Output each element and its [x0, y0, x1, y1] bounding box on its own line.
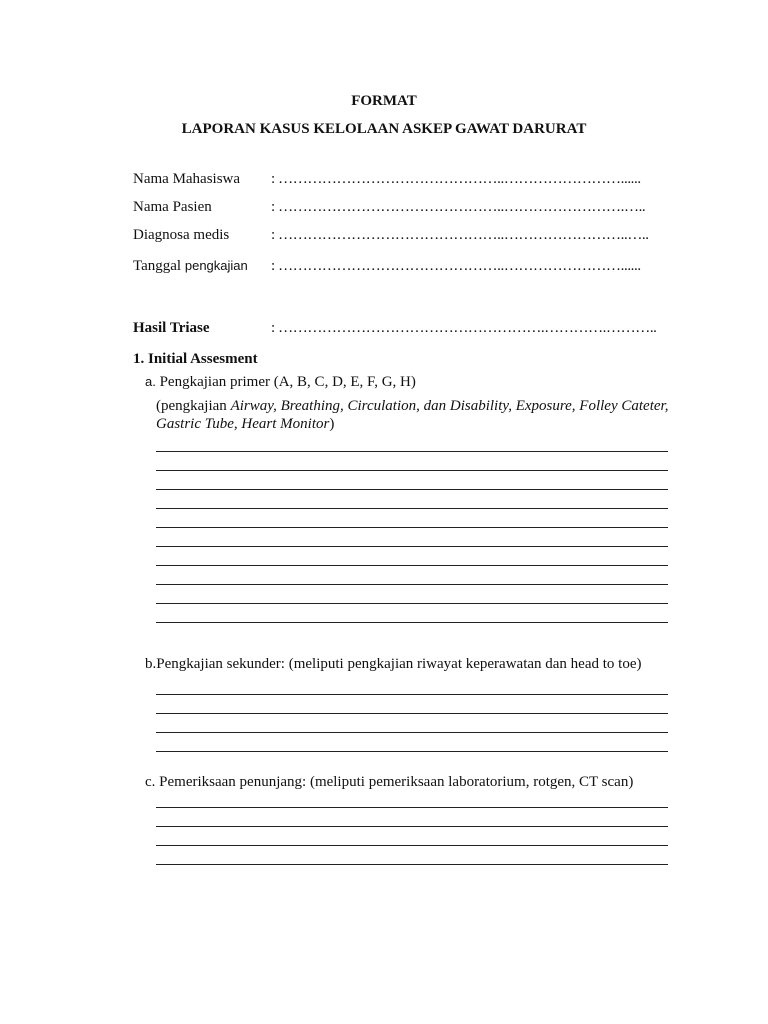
item-a-desc-open: (pengkajian [156, 398, 231, 414]
item-a-description-line1 [156, 398, 668, 415]
field-fill-nama-pasien[interactable]: : ………………………………………..…………………….….. [271, 199, 646, 215]
triase-fill[interactable]: : ……………………………………………….………….……….. [271, 320, 657, 336]
item-a-desc-italic2: Gastric Tube, Heart Monitor [156, 416, 330, 432]
field-label-tanggal-part1: Tanggal [133, 258, 185, 274]
section-heading-initial-assesment: 1. Initial Assesment [133, 351, 258, 367]
field-label-tanggal-part2: pengkajian [184, 258, 248, 273]
item-a-desc-close: ) [329, 416, 335, 432]
answer-line-a-7[interactable] [156, 565, 668, 566]
answer-line-b-4[interactable] [156, 751, 668, 752]
answer-line-a-3[interactable] [156, 489, 668, 490]
answer-line-a-4[interactable] [156, 508, 668, 509]
answer-line-a-9[interactable] [156, 603, 668, 604]
field-fill-tanggal-pengkajian[interactable]: : ………………………………………..……………………...... [271, 258, 641, 274]
document-subtitle: LAPORAN KASUS KELOLAAN ASKEP GAWAT DARURAT [181, 121, 587, 137]
answer-line-a-2[interactable] [156, 470, 668, 471]
triase-label: Hasil Triase [133, 320, 210, 336]
answer-line-a-10[interactable] [156, 622, 668, 623]
answer-line-c-4[interactable] [156, 864, 668, 865]
item-a-description-line2 [156, 416, 334, 433]
answer-line-a-1[interactable] [156, 451, 668, 452]
answer-line-b-3[interactable] [156, 732, 668, 733]
answer-line-c-2[interactable] [156, 826, 668, 827]
answer-line-b-2[interactable] [156, 713, 668, 714]
item-b-pengkajian-sekunder: b.Pengkajian sekunder: (meliputi pengkajian riwayat keperawatan dan head to toe) [145, 656, 642, 672]
field-fill-nama-mahasiswa[interactable]: : ………………………………………..……………………...... [271, 171, 641, 187]
answer-line-c-1[interactable] [156, 807, 668, 808]
field-label-tanggal-pengkajian [133, 258, 248, 275]
item-a-desc-italic1: Airway, Breathing, Circulation, dan Disability, Exposure, Folley Cateter, [230, 398, 669, 414]
document-title: FORMAT [351, 93, 417, 109]
field-fill-diagnosa-medis[interactable]: : ………………………………………..……………………..….. [271, 227, 649, 243]
answer-line-a-8[interactable] [156, 584, 668, 585]
answer-line-b-1[interactable] [156, 694, 668, 695]
item-c-pemeriksaan-penunjang: c. Pemeriksaan penunjang: (meliputi pemeriksaan laboratorium, rotgen, CT scan) [145, 774, 634, 790]
field-label-nama-mahasiswa: Nama Mahasiswa [133, 171, 241, 187]
field-label-diagnosa-medis: Diagnosa medis [133, 227, 230, 243]
field-label-nama-pasien: Nama Pasien [133, 199, 212, 215]
answer-line-a-6[interactable] [156, 546, 668, 547]
item-a-pengkajian-primer [145, 374, 416, 391]
answer-line-a-5[interactable] [156, 527, 668, 528]
item-a-marker: a. [145, 374, 156, 389]
answer-line-c-3[interactable] [156, 845, 668, 846]
item-a-text: Pengkajian primer (A, B, C, D, E, F, G, H) [155, 374, 416, 390]
